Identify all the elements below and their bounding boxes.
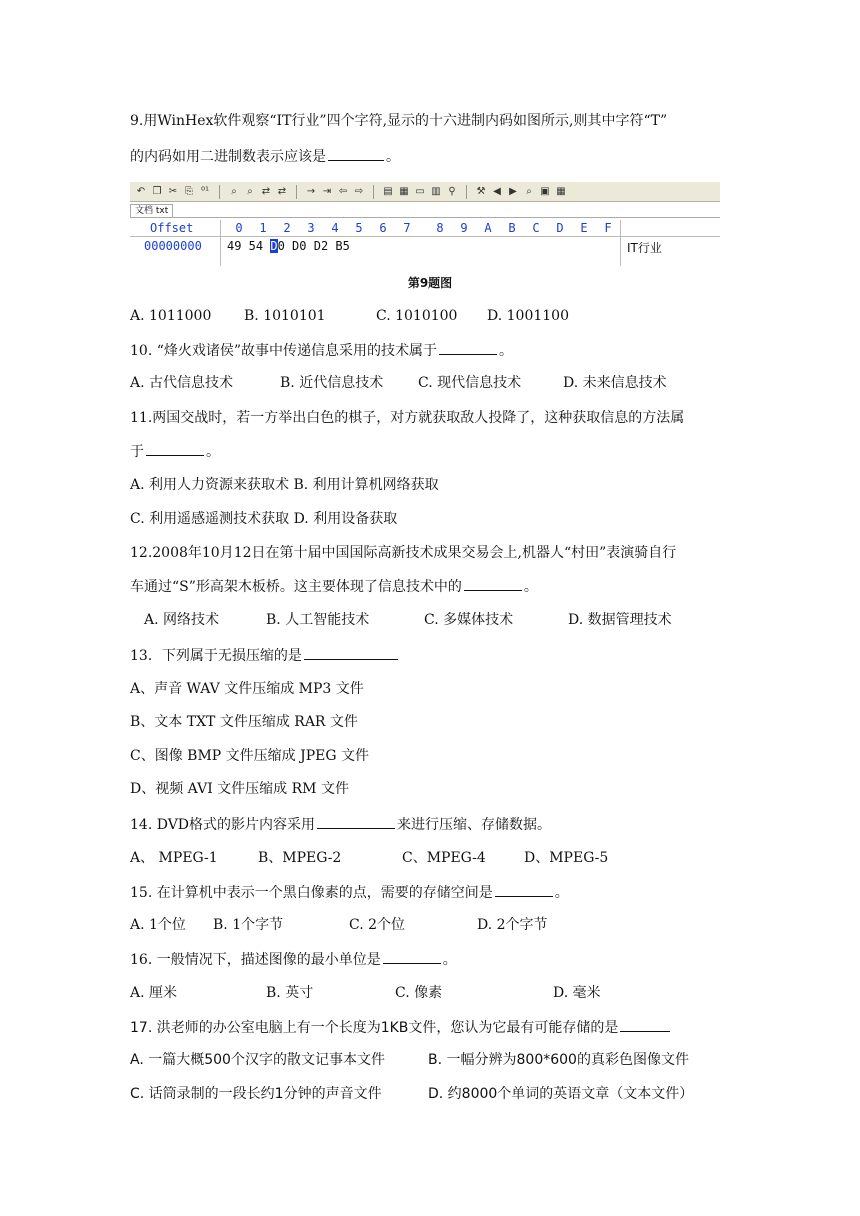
hex-bytes: 49 54 bbox=[227, 239, 271, 253]
tab-document: 文档 txt bbox=[130, 204, 173, 217]
option-b: B. 人工智能技术 bbox=[266, 612, 370, 628]
q16-stem: 16. 一般情况下，描述图像的最小单位是 bbox=[130, 952, 381, 968]
q10-text bbox=[130, 340, 513, 361]
hex-pane bbox=[130, 220, 720, 266]
option-b: B、MPEG-2 bbox=[258, 850, 342, 866]
column-header: 1 bbox=[259, 221, 267, 235]
find-icon: ⌕ bbox=[231, 185, 237, 197]
answer-blank bbox=[146, 441, 204, 456]
goto-icon: → bbox=[306, 185, 316, 197]
q12-line2 bbox=[130, 576, 538, 597]
option-b: B. 一幅分辨为800*600的真彩色图像文件 bbox=[428, 1052, 689, 1068]
q13-text bbox=[130, 645, 400, 666]
q17-options-ab bbox=[130, 1050, 689, 1070]
column-header: 3 bbox=[307, 221, 315, 235]
q14-text bbox=[130, 814, 551, 835]
search-icon: ⚲ bbox=[448, 185, 456, 197]
drive-icon: ▭ bbox=[415, 185, 425, 197]
option-d: D. 数据管理技术 bbox=[568, 612, 672, 628]
column-header: A bbox=[484, 221, 492, 235]
q17-stem: 17. 洪老师的办公室电脑上有一个长度为1KB文件，您认为它最有可能存储的是 bbox=[130, 1020, 619, 1036]
q9-line2-text: 的内码如用二进制数表示应该是 bbox=[130, 149, 326, 165]
winhex-toolbar bbox=[130, 182, 720, 202]
answer-blank bbox=[620, 1017, 670, 1032]
option-a: A. 一篇大概500个汉字的散文记事本文件 bbox=[130, 1052, 385, 1068]
q10-stem: 10. “烽火戏诸侯”故事中传递信息采用的技术属于 bbox=[130, 343, 438, 359]
option-c: C. 像素 bbox=[395, 985, 443, 1001]
option-d: D、MPEG-5 bbox=[524, 850, 609, 866]
hex-bytes: 0 D0 D2 B5 bbox=[277, 239, 350, 253]
option-a: A. 1个位 bbox=[130, 917, 186, 933]
answer-blank bbox=[383, 949, 441, 964]
q11-line2-text: 于 bbox=[130, 444, 144, 460]
ram-icon: ▥ bbox=[431, 185, 441, 197]
column-header: 4 bbox=[331, 221, 339, 235]
tab-strip bbox=[130, 203, 720, 218]
q16-end: 。 bbox=[442, 952, 457, 968]
option-d: D. 未来信息技术 bbox=[563, 375, 667, 391]
row-hex-values bbox=[227, 239, 350, 253]
answer-blank bbox=[304, 645, 398, 660]
folder-icon: ▦ bbox=[399, 185, 409, 197]
q11-line2-end: 。 bbox=[206, 444, 220, 460]
column-divider bbox=[220, 220, 221, 266]
option-c: C. 现代信息技术 bbox=[418, 375, 522, 391]
column-header: 8 bbox=[436, 221, 444, 235]
tool-icon: ⚒ bbox=[476, 185, 486, 197]
answer-blank bbox=[495, 882, 553, 897]
q12-line1: 12.2008年10月12日在第十届中国国际高新技术成果交易会上,机器人“村田”表演骑自行 bbox=[130, 545, 677, 561]
q13-stem: 13．下列属于无损压缩的是 bbox=[130, 648, 302, 664]
copy-icon: ❐ bbox=[152, 185, 162, 197]
answer-blank bbox=[439, 340, 497, 355]
option-a: A. 1011000 bbox=[130, 308, 212, 324]
answer-blank bbox=[464, 576, 522, 591]
goto-offset-icon: ⇥ bbox=[322, 185, 332, 197]
option-c: C. 1010100 bbox=[376, 308, 458, 324]
column-divider bbox=[620, 220, 621, 266]
q16-options bbox=[130, 983, 601, 1003]
toolbar-separator bbox=[466, 185, 467, 199]
camera-icon: ▣ bbox=[540, 185, 550, 197]
q17-text bbox=[130, 1017, 672, 1038]
option-b: B. 1010101 bbox=[244, 308, 326, 324]
binary-icon: ⁰¹ bbox=[200, 185, 210, 197]
q10-options bbox=[130, 373, 667, 393]
binoculars-icon: ⌕ bbox=[526, 185, 532, 197]
cut-icon: ✂ bbox=[168, 185, 178, 197]
column-header: 7 bbox=[403, 221, 411, 235]
replace-icon: ⇄ bbox=[261, 185, 271, 197]
option-b: B. 近代信息技术 bbox=[280, 375, 384, 391]
q9-line2 bbox=[130, 146, 400, 167]
undo-icon: ↶ bbox=[136, 185, 146, 197]
hex-header bbox=[130, 220, 720, 237]
q12-line2-end: 。 bbox=[523, 579, 538, 595]
option-d: D. 毫米 bbox=[553, 985, 601, 1001]
column-header: 0 bbox=[235, 221, 243, 235]
paste-icon: ⎘ bbox=[185, 185, 193, 197]
q17-options-cd bbox=[130, 1084, 693, 1104]
q13-option-b: B、文本 TXT 文件压缩成 RAR 文件 bbox=[130, 714, 358, 730]
q14-end: 来进行压缩、存储数据。 bbox=[397, 817, 552, 833]
row-offset: 00000000 bbox=[144, 239, 202, 253]
q13-option-a: A、声音 WAV 文件压缩成 MP3 文件 bbox=[130, 681, 364, 697]
option-d: D. 2个字节 bbox=[477, 917, 548, 933]
back-icon: ⇦ bbox=[338, 185, 348, 197]
option-d: D. 1001100 bbox=[487, 308, 569, 324]
winhex-figure bbox=[130, 182, 720, 266]
q15-text bbox=[130, 882, 569, 903]
option-b: B. 1个字节 bbox=[213, 917, 284, 933]
q11-line2 bbox=[130, 441, 220, 462]
next-icon: ▶ bbox=[509, 185, 517, 197]
q16-text bbox=[130, 949, 457, 970]
q10-end: 。 bbox=[499, 343, 514, 359]
option-a: A. 厘米 bbox=[130, 985, 178, 1001]
q11-options-ab: A. 利用人力资源来获取术 B. 利用计算机网络获取 bbox=[130, 477, 439, 493]
calculator-icon: ▦ bbox=[556, 185, 566, 197]
option-a: A. 古代信息技术 bbox=[130, 375, 234, 391]
q11-line1: 11.两国交战时，若一方举出白色的棋子，对方就获取敌人投降了，这种获取信息的方法属 bbox=[130, 410, 685, 426]
column-header: 2 bbox=[283, 221, 291, 235]
q11-options-cd: C. 利用遥感遥测技术获取 D. 利用设备获取 bbox=[130, 511, 398, 527]
answer-blank bbox=[328, 146, 384, 161]
disk-icon: ▤ bbox=[383, 185, 393, 197]
cursor-byte: D bbox=[270, 239, 278, 253]
find-hex-icon: ⌕ bbox=[247, 185, 253, 197]
q15-end: 。 bbox=[554, 885, 569, 901]
q15-options bbox=[130, 915, 548, 935]
q12-options bbox=[144, 610, 672, 630]
column-header: 9 bbox=[460, 221, 468, 235]
column-header: 6 bbox=[379, 221, 387, 235]
q9-line1: 9.用WinHex软件观察“IT行业”四个字符,显示的十六进制内码如图所示,则其中字符“T” bbox=[130, 113, 668, 129]
q14-options bbox=[130, 848, 608, 868]
toolbar-separator bbox=[219, 185, 220, 199]
option-d: D. 约8000个单词的英语文章（文本文件） bbox=[428, 1086, 694, 1102]
column-header: E bbox=[580, 221, 588, 235]
prev-icon: ◀ bbox=[493, 185, 501, 197]
column-header: 5 bbox=[355, 221, 363, 235]
q9-options bbox=[130, 306, 569, 326]
column-header: C bbox=[532, 221, 540, 235]
option-b: B. 英寸 bbox=[266, 985, 314, 1001]
option-a: A. 网络技术 bbox=[144, 612, 220, 628]
column-header: F bbox=[604, 221, 612, 235]
option-c: C、MPEG-4 bbox=[402, 850, 486, 866]
option-a: A、 MPEG-1 bbox=[130, 850, 218, 866]
forward-icon: ⇨ bbox=[354, 185, 364, 197]
option-c: C. 多媒体技术 bbox=[424, 612, 514, 628]
q12-line2-text: 车通过“S”形高架木板桥。这主要体现了信息技术中的 bbox=[130, 579, 462, 595]
figure-caption: 第9题图 bbox=[407, 276, 453, 290]
option-c: C. 话筒录制的一段长约1分钟的声音文件 bbox=[130, 1086, 382, 1102]
row-text: IT行业 bbox=[627, 241, 662, 255]
option-c: C. 2个位 bbox=[349, 917, 406, 933]
q13-option-c: C、图像 BMP 文件压缩成 JPEG 文件 bbox=[130, 748, 369, 764]
q15-stem: 15. 在计算机中表示一个黑白像素的点，需要的存储空间是 bbox=[130, 885, 493, 901]
column-header: D bbox=[556, 221, 564, 235]
replace-hex-icon: ⇄ bbox=[277, 185, 287, 197]
offset-header: Offset bbox=[150, 221, 194, 235]
toolbar-separator bbox=[373, 185, 374, 199]
q14-stem: 14. DVD格式的影片内容采用 bbox=[130, 817, 316, 833]
answer-blank bbox=[317, 814, 395, 829]
column-header: B bbox=[508, 221, 516, 235]
toolbar-separator bbox=[296, 185, 297, 199]
q13-option-d: D、视频 AVI 文件压缩成 RM 文件 bbox=[130, 781, 349, 797]
q9-line2-end: 。 bbox=[386, 149, 400, 165]
